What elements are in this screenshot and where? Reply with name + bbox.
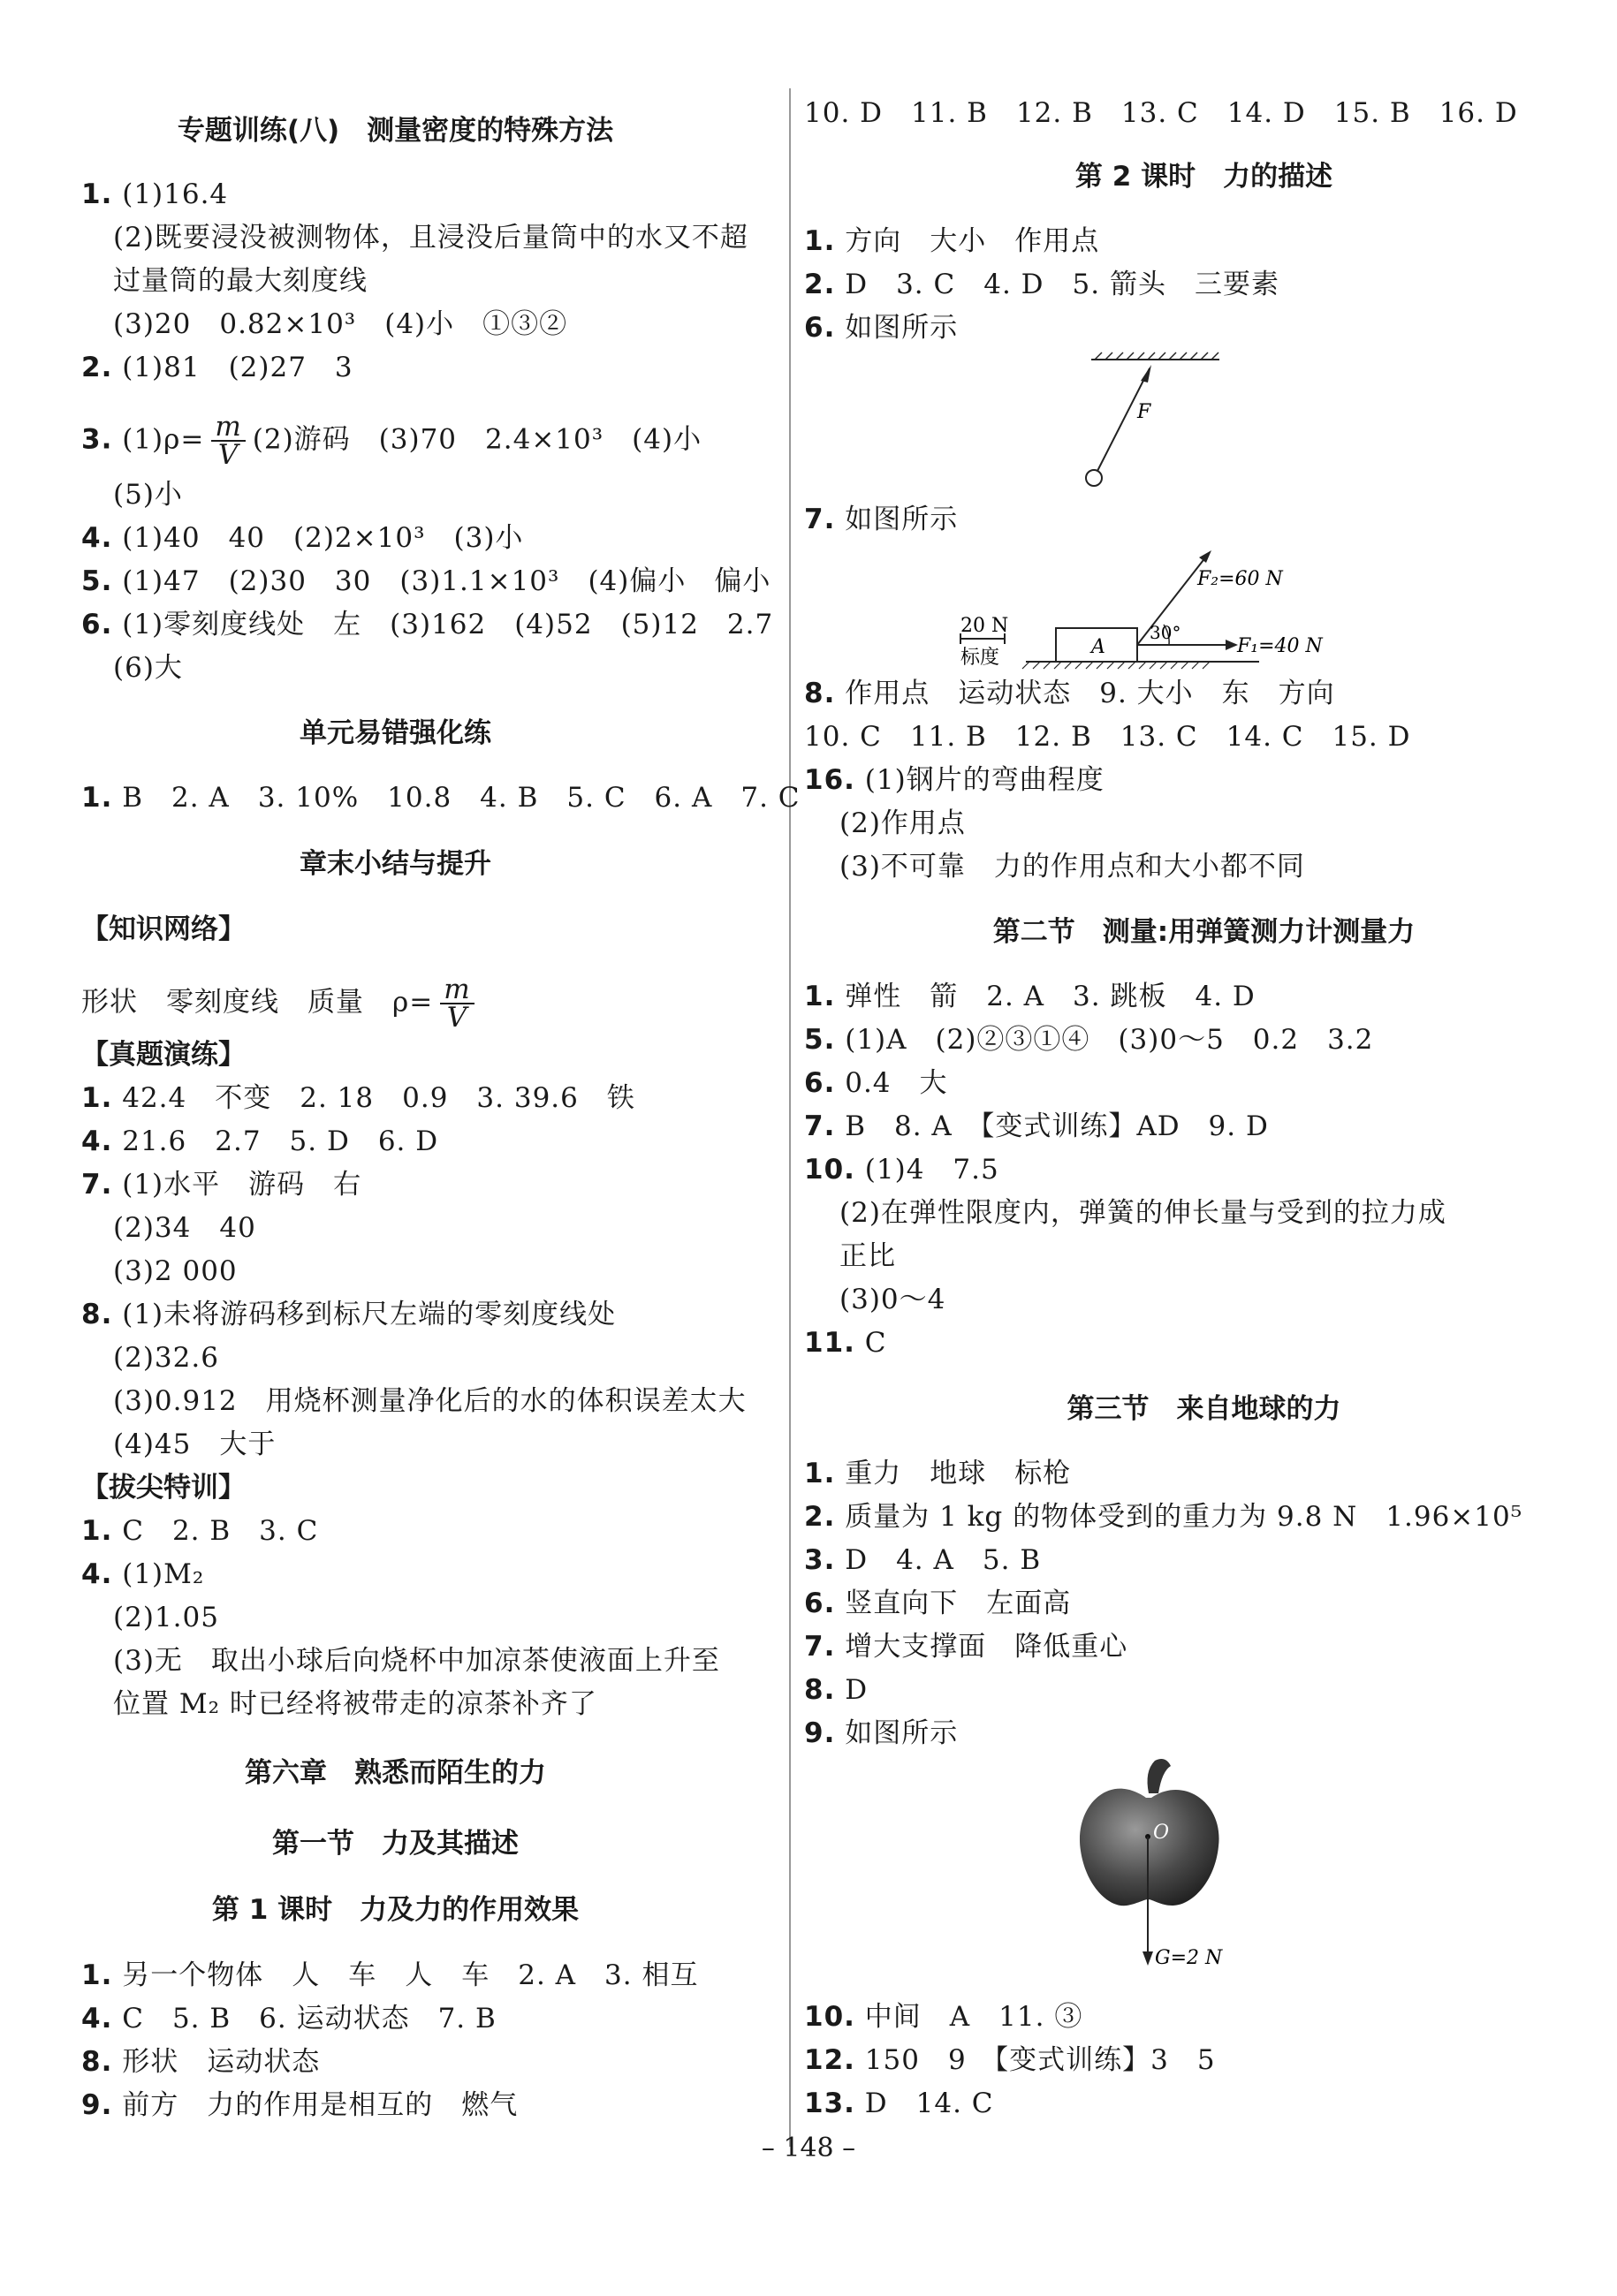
section-heading: 专题训练(八) 测量密度的特殊方法 <box>177 115 614 147</box>
answer-line: (3)无 取出小球后向烧杯中加凉茶使液面上升至 <box>113 1645 720 1677</box>
answer-line: (3)0.912 用烧杯测量净化后的水的体积误差太大 <box>113 1385 747 1417</box>
answer-line: (3)2 000 <box>113 1255 238 1287</box>
lesson-heading: 第 1 课时 力及力的作用效果 <box>211 1894 580 1926</box>
answer-line: 1. 重力 地球 标枪 <box>804 1458 1072 1489</box>
f2-label: F₂=60 N <box>1197 568 1283 590</box>
answer-line: 9. 前方 力的作用是相互的 燃气 <box>81 2089 519 2121</box>
answer-line: (3)20 0.82×10³ (4)小 ①③② <box>113 308 568 340</box>
lesson-heading: 第 2 课时 力的描述 <box>1074 161 1333 193</box>
apple-gravity-diagram <box>1074 1754 1250 1983</box>
answer-line: 2. 质量为 1 kg 的物体受到的重力为 9.8 N 1.96×10⁵ <box>804 1501 1523 1533</box>
answer-line: 1. (1)16.4 <box>81 178 229 210</box>
answer-line: 7. 增大支撑面 降低重心 <box>804 1631 1128 1663</box>
answer-line: 3. D 4. A 5. B <box>804 1544 1042 1576</box>
answer-line: 5. (1)47 (2)30 30 (3)1.1×10³ (4)偏小 偏小 <box>81 565 771 597</box>
answer-line: 7. (1)水平 游码 右 <box>81 1169 362 1201</box>
answer-line: 2. (1)81 (2)27 3 <box>81 352 353 383</box>
answer-line: 6. 如图所示 <box>804 312 959 344</box>
answer-line: 6. 0.4 大 <box>804 1067 948 1099</box>
answer-line: (2)作用点 <box>839 807 966 839</box>
answer-line: 10. (1)4 7.5 <box>804 1154 999 1186</box>
answer-line: (5)小 <box>113 479 183 511</box>
bracket-heading: 【真题演练】 <box>81 1039 246 1071</box>
answer-line: 8. (1)未将游码移到标尺左端的零刻度线处 <box>81 1299 617 1330</box>
bracket-heading: 【拔尖特训】 <box>81 1472 246 1504</box>
answer-line: 5. (1)A (2)②③①④ (3)0～5 0.2 3.2 <box>804 1024 1374 1056</box>
answer-line: 1. 42.4 不变 2. 18 0.9 3. 39.6 铁 <box>81 1082 635 1114</box>
center-label: O <box>1153 1822 1170 1844</box>
gravity-label: G=2 N <box>1155 1947 1223 1969</box>
answer-line: (2)在弹性限度内，弹簧的伸长量与受到的拉力成 <box>839 1197 1446 1229</box>
answer-line: 8. D <box>804 1674 869 1706</box>
answer-line: (2)1.05 <box>113 1602 219 1633</box>
answer-line: 过量筒的最大刻度线 <box>113 265 368 297</box>
bracket-heading: 【知识网络】 <box>81 913 246 945</box>
answer-line: 2. D 3. C 4. D 5. 箭头 三要素 <box>804 269 1279 300</box>
answer-line: (2)既要浸没被测物体，且浸没后量筒中的水又不超 <box>113 222 748 254</box>
answer-line: (2)32.6 <box>113 1342 219 1374</box>
apple-leaf-icon <box>1148 1759 1171 1793</box>
answer-line: 6. 竖直向下 左面高 <box>804 1587 1072 1619</box>
answer-line: 形状 零刻度线 质量 ρ= $\frac{m}{V}$ <box>81 976 482 1031</box>
answer-line: 1. 方向 大小 作用点 <box>804 225 1100 257</box>
angle-label: 30° <box>1150 622 1181 643</box>
answer-line: 10. 中间 A 11. ③ <box>804 2001 1083 2033</box>
answer-line: 1. C 2. B 3. C <box>81 1515 319 1547</box>
answer-line: 7. B 8. A 【变式训练】AD 9. D <box>804 1110 1269 1142</box>
answer-line: 位置 M₂ 时已经将被带走的凉茶补齐了 <box>113 1688 597 1720</box>
answer-line: 8. 作用点 运动状态 9. 大小 东 方向 <box>804 678 1335 709</box>
answer-line: 1. 另一个物体 人 车 人 车 2. A 3. 相互 <box>81 1959 699 1991</box>
answer-line: 4. (1)M₂ <box>81 1558 205 1590</box>
answer-line: 13. D 14. C <box>804 2088 994 2119</box>
answer-line: (4)45 大于 <box>113 1428 277 1460</box>
section-heading: 章末小结与提升 <box>300 848 491 880</box>
answer-line: (3)0～4 <box>839 1284 946 1315</box>
answer-line: 1. B 2. A 3. 10% 10.8 4. B 5. C 6. A 7. C <box>81 782 801 814</box>
apple-icon <box>1080 1789 1219 1906</box>
answer-line: 6. (1)零刻度线处 左 (3)162 (4)52 (5)12 2.7 <box>81 609 774 640</box>
page-number: – 148 – <box>761 2133 856 2163</box>
answer-line: 7. 如图所示 <box>804 504 959 535</box>
scale-label: 标度 <box>960 647 1000 669</box>
answer-line: 10. C 11. B 12. B 13. C 14. C 15. D <box>804 721 1411 753</box>
section-heading: 第一节 力及其描述 <box>272 1828 519 1860</box>
answer-line: 4. (1)40 40 (2)2×10³ (3)小 <box>81 522 524 554</box>
scale-value: 20 N <box>960 615 1009 637</box>
section-heading: 第二节 测量:用弹簧测力计测量力 <box>992 916 1416 948</box>
f1-label: F₁=40 N <box>1237 635 1323 657</box>
answer-line: 9. 如图所示 <box>804 1717 959 1749</box>
force-diagram-block <box>941 543 1323 676</box>
answer-line: 10. D 11. B 12. B 13. C 14. D 15. B 16. D <box>804 97 1518 129</box>
answer-line: 16. (1)钢片的弯曲程度 <box>804 764 1105 796</box>
answer-line: 正比 <box>839 1240 896 1272</box>
answer-line: 11. C <box>804 1327 887 1359</box>
block-label: A <box>1091 636 1105 658</box>
force-diagram-ceiling <box>1056 349 1233 508</box>
answer-line: (2)34 40 <box>113 1212 256 1244</box>
answer-line: 8. 形状 运动状态 <box>81 2046 321 2078</box>
force-label: F <box>1137 401 1151 423</box>
answer-line: 12. 150 9 【变式训练】3 5 <box>804 2044 1216 2076</box>
answer-line: 1. 弹性 箭 2. A 3. 跳板 4. D <box>804 981 1256 1012</box>
answer-line: 4. C 5. B 6. 运动状态 7. B <box>81 2003 497 2035</box>
section-heading: 单元易错强化练 <box>300 717 491 749</box>
answer-line: 3. (1)ρ= $\frac{m}{V}$ (2)游码 (3)70 2.4×10³ (4)小 <box>81 411 702 471</box>
answer-line: (6)大 <box>113 652 183 684</box>
answer-line: 4. 21.6 2.7 5. D 6. D <box>81 1125 439 1157</box>
answer-line: (3)不可靠 力的作用点和大小都不同 <box>839 851 1305 883</box>
chapter-heading: 第六章 熟悉而陌生的力 <box>245 1757 546 1789</box>
section-heading: 第三节 来自地球的力 <box>1067 1393 1341 1425</box>
